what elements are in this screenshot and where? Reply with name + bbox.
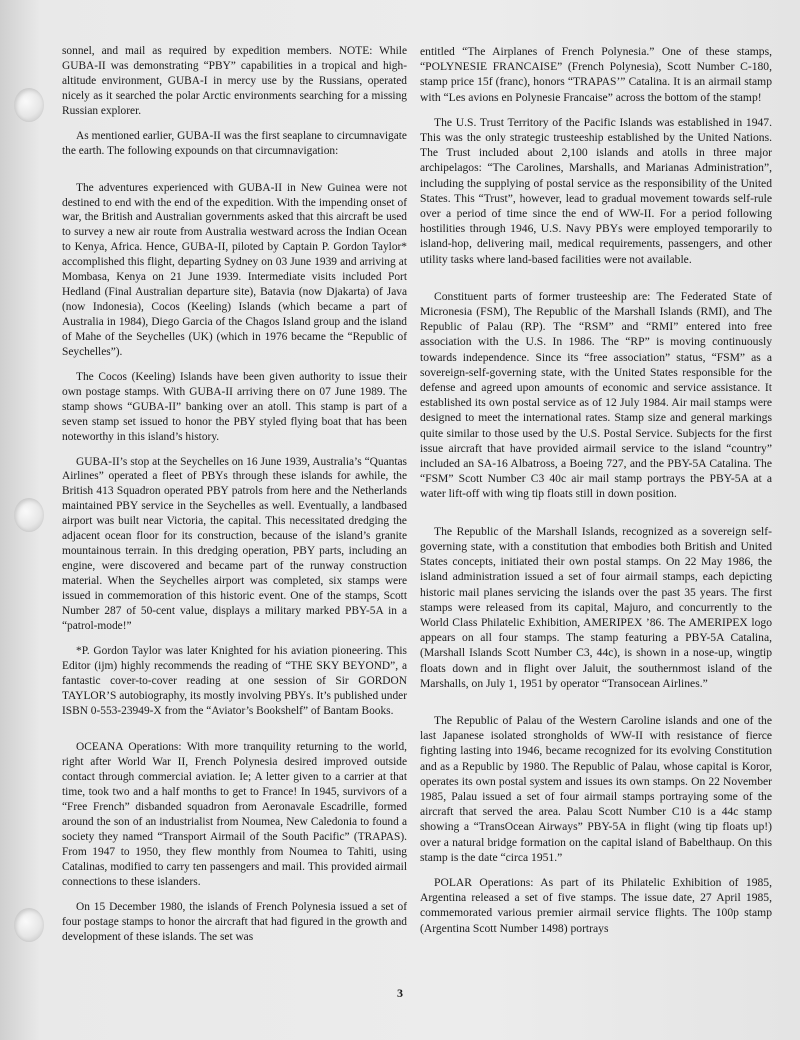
paragraph: Constituent parts of former trusteeship are: The Federated State of Micronesia (FSM), The Republic of the Marshall Islands (RMI), and The Republic of Palau (RP). The “RSM” and “RMI” entered into free association with the U.S. In 1986. The “RP” is moving continuously towards independence. Since its “free association” status, “FSM” as a sovereign-self-governing state, with the United States responsible for the defense and agreed upon amounts of economic and service assistance. It established its own postal service as of 12 July 1984. Air mail stamps were designed to meet the international rates. Stamp size and general markings quite similar to those used by the U.S. Postal Service. Subjects for the first issue aircraft that have provided airmail service to the island “country” included an SA-16 Albatross, a Boeing 727, and the PBY-5A Catalina. The “FSM” Scott Number C3 40c air mail stamp portrays the PBY-5A at a water lift-off with wing tip floats still in down position.: [420, 289, 772, 501]
paragraph: The adventures experienced with GUBA-II in New Guinea were not destined to end with the end of the expedition. With the impending onset of war, the British and Australian governments asked that this aircraft be used to survey a new air route from Australia westward across the Indian Ocean to Kenya, Africa. Hence, GUBA-II, piloted by Captain P. Gordon Taylor* accomplished this flight, departing Sydney on 03 June 1939 and arriving at Mombasa, Kenya on 21 June 1939. Intermediate visits included Port Hedland (Final Australian departure site), Batavia (now Djakarta) of Java (now Indonesia), Cocos (Keeling) Islands (which became a part of Australia in 1984), Diego Garcia of the Chagos Island group and the island of Mahe of the Seychelles (UK) (which in 1976 became the “Republic of Seychelles”).: [62, 181, 407, 358]
binder-hole: [14, 88, 44, 122]
paragraph: entitled “The Airplanes of French Polynesia.” One of these stamps, “POLYNESIE FRANCAISE” (French Polynesia), Scott Number C-180, stamp price 15f (franc), honors “TRAPAS’” Catalina. It is an airmail stamp with “Les avions en Polynesie Francaise” across the bottom of the stamp!: [420, 45, 772, 104]
left-column: [62, 44, 407, 955]
paragraph: The Republic of the Marshall Islands, recognized as a sovereign self-governing state, with a constitution that embodies both British and United States concepts, initiated their own postal stamps. On 22 May 1986, the island administration issued a set of four airmail stamps, each depicting historic mail planes servicing the islands over the past 35 years. The first stamps were released from its capital, Majuro, and concurrently to the World Class Philatelic Exhibition, AMERIPEX ’86. The AMERIPEX logo appears on all four stamps. The stamp featuring a PBY-5A Catalina, (Marshall Islands Scott Number C3, 44c), is shown in a nose-up, wingtip floats down and in flight over Jaluit, the southernmost island of the Marshalls, on July 1, 1951 by operator “Transocean Airlines.”: [420, 524, 772, 690]
paragraph: On 15 December 1980, the islands of French Polynesia issued a set of four postage stamps to honor the aircraft that had figured in the growth and development of these islands. The set was: [62, 900, 407, 943]
paragraph: GUBA-II’s stop at the Seychelles on 16 June 1939, Australia’s “Quantas Airlines” operated a fleet of PBYs through these islands for awhile, the British 413 Squadron operated PBY patrols from here and the Netherlands maintained PBY service in the Seychelles as well. Eventually, a landbased airport was built near Victoria, the capital. This necessitated dredging the adjacent ocean floor for its construction, because of the island’s granite mountainous terrain. In this dredging operation, PBY parts, including an engine, were discovered and became part of the runway construction material. When the Seychelles airport was completed, six stamps were issued in commemoration of this historic event. One of the stamps, Scott Number 287 of 50-cent value, displays a military marked PBY-5A in a “patrol-mode!”: [62, 455, 407, 632]
paragraph: sonnel, and mail as required by expedition members. NOTE: While GUBA-II was demonstrating “PBY” capabilities in a tropical and high-altitude environment, GUBA-I in mercy use by the Russians, operated nicely as it searched the polar Arctic environments searching for a missing Russian explorer.: [62, 45, 407, 117]
footnote: *P. Gordon Taylor was later Knighted for his aviation pioneering. This Editor (ijm) highly recommends the reading of “THE SKY BEYOND”, a fantastic cover-to-cover reading at one session of Sir GORDON TAYLOR’S autobiography, its mostly involving PBYs. It’s published under ISBN 0-553-23949-X from the “Aviator’s Bookshelf” of Bantam Books.: [62, 644, 407, 717]
binder-hole: [14, 908, 44, 942]
paragraph: OCEANA Operations: With more tranquility returning to the world, right after World War II, French Polynesia desired improved outside contact through commercial aviation. Ie; A letter given to a carrier at that time, took two and a half months to get to France! In 1945, survivors of a “Free French” disbanded squadron from Aeronavale Escadrille, formed around the son of an industrialist from Noumea, New Caledonia to found a society they named “Transport Airmail of the South Pacific” (TRAPAS). From 1947 to 1950, they flew monthly from Noumea to Tahiti, using Catalinas, modified to carry ten passengers and mail. This provided airmail connections to these islanders.: [62, 741, 407, 888]
paragraph: The U.S. Trust Territory of the Pacific Islands was established in 1947. This was the only strategic trusteeship established by the United Nations. The Trust included about 2,100 islands and atolls in three major archipelagos: “The Carolines, Marshalls, and Marianas Administration”, including the supplying of postal service as the responsibility of the United States. This “Trust”, however, lead to gradual movement towards self-rule over a period of time since the end of WW-II. For a period following hostilities through 1946, U.S. Navy PBYs were employed temporarily to island-hop, delivering mail, medical requirements, passengers, and other utility tasks where land-based facilities were not available.: [420, 115, 772, 266]
paragraph: The Cocos (Keeling) Islands have been given authority to issue their own postage stamps. With GUBA-II arriving there on 07 June 1989. The stamp shows “GUBA-II” banking over an atoll. This stamp is part of a seven stamp set issued to honor the PBY styled flying boat that has been noteworthy in this island’s history.: [62, 370, 407, 443]
paragraph: The Republic of Palau of the Western Caroline islands and one of the last Japanese isolated strongholds of WW-II with resistance of fierce fighting lasting into 1946, became recognized for its evolving Constitution and as a Republic by 1980. The Republic of Palau, whose capital is Koror, operates its own postal system and issues its own stamps. On 22 November 1985, Palau issued a set of four airmail stamps portraying some of the aircraft that served the area. Palau Scott Number C10 is a 44c stamp showing a “TransOcean Airways” PBY-5A in flight (wing tip floats up!) over a natural bridge formation on the capital island of Babelthaup. On this stamp is the date “circa 1951.”: [420, 713, 772, 864]
paragraph: POLAR Operations: As part of its Philatelic Exhibition of 1985, Argentina released a set of five stamps. The issue date, 27 April 1985, commemorated various premier airmail service flights. The 100p stamp (Argentina Scott Number 1498) portrays: [420, 875, 772, 935]
binder-hole: [14, 498, 44, 532]
paragraph: As mentioned earlier, GUBA-II was the first seaplane to circumnavigate the earth. The following expounds on that circumnavigation:: [62, 129, 407, 157]
page-number: 3: [397, 986, 403, 1000]
right-column: [420, 44, 772, 946]
